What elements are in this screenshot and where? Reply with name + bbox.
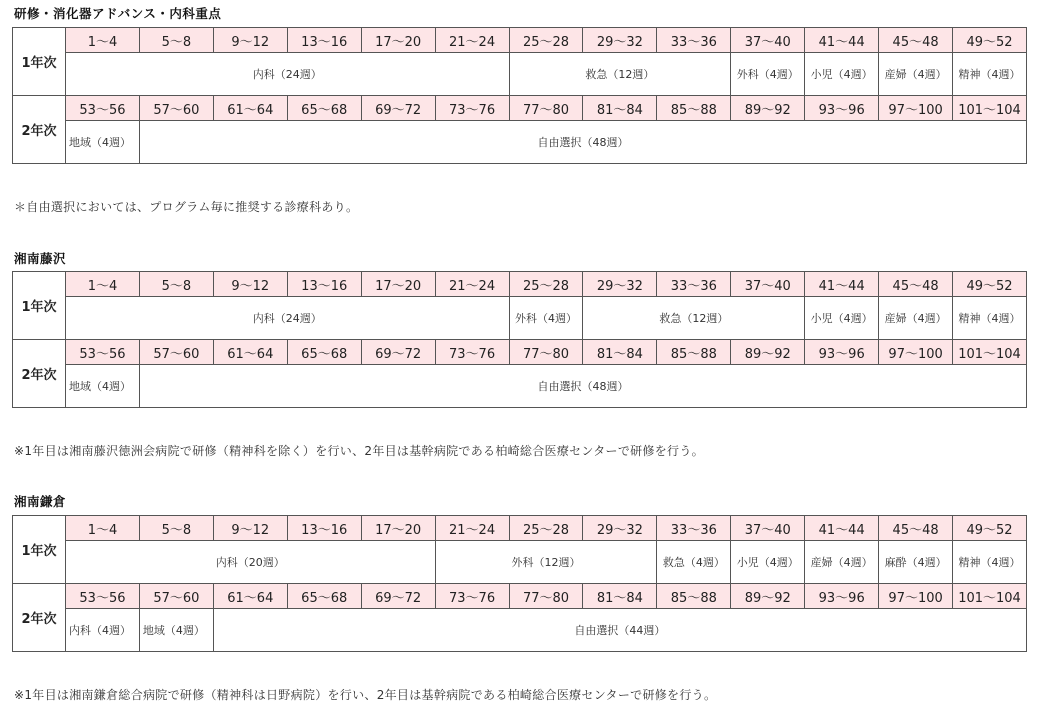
week-range-cell: 97～100	[879, 584, 953, 609]
week-row	[13, 584, 1027, 609]
year-label: 2年次	[13, 340, 66, 408]
department-cell: 産婦（4週）	[805, 541, 879, 584]
week-range-cell: 5～8	[139, 28, 213, 53]
week-range-cell: 65～68	[287, 96, 361, 121]
week-row	[13, 340, 1027, 365]
week-range-cell: 9～12	[213, 28, 287, 53]
section-title: 研修・消化器アドバンス・内科重点	[14, 6, 222, 21]
week-range-cell: 45～48	[879, 272, 953, 297]
week-range-cell: 85～88	[657, 340, 731, 365]
department-cell: 自由選択（44週）	[213, 609, 1026, 652]
week-range-cell: 37～40	[731, 516, 805, 541]
department-cell: 内科（24週）	[66, 297, 510, 340]
week-range-cell: 29～32	[583, 272, 657, 297]
department-cell: 小児（4週）	[805, 297, 879, 340]
week-range-cell: 77～80	[509, 584, 583, 609]
week-range-cell: 1～4	[66, 272, 140, 297]
week-range-cell: 101～104	[953, 584, 1027, 609]
week-range-cell: 9～12	[213, 272, 287, 297]
department-cell: 外科（4週）	[509, 297, 583, 340]
week-range-cell: 33～36	[657, 272, 731, 297]
department-cell: 産婦（4週）	[879, 297, 953, 340]
week-range-cell: 81～84	[583, 340, 657, 365]
week-range-cell: 93～96	[805, 584, 879, 609]
department-cell: 外科（12週）	[435, 541, 657, 584]
week-range-cell: 81～84	[583, 584, 657, 609]
week-range-cell: 1～4	[66, 516, 140, 541]
week-range-cell: 21～24	[435, 28, 509, 53]
department-cell: 精神（4週）	[953, 541, 1027, 584]
week-range-cell: 61～64	[213, 96, 287, 121]
week-range-cell: 33～36	[657, 28, 731, 53]
department-cell: 内科（20週）	[66, 541, 436, 584]
department-cell: 小児（4週）	[805, 53, 879, 96]
department-cell: 救急（12週）	[509, 53, 731, 96]
week-range-cell: 65～68	[287, 584, 361, 609]
section-title: 湘南藤沢	[14, 251, 67, 266]
department-cell: 精神（4週）	[953, 53, 1027, 96]
week-range-cell: 69～72	[361, 96, 435, 121]
department-cell: 救急（12週）	[583, 297, 805, 340]
week-range-cell: 61～64	[213, 584, 287, 609]
week-row	[13, 28, 1027, 53]
week-row	[13, 96, 1027, 121]
week-range-cell: 97～100	[879, 340, 953, 365]
week-range-cell: 65～68	[287, 340, 361, 365]
week-range-cell: 5～8	[139, 516, 213, 541]
department-row	[13, 121, 1027, 164]
section-note: ＊自由選択においては、プログラム毎に推奨する診療科あり。	[14, 200, 359, 214]
week-range-cell: 1～4	[66, 28, 140, 53]
week-range-cell: 69～72	[361, 584, 435, 609]
week-range-cell: 9～12	[213, 516, 287, 541]
rotation-table	[12, 515, 1027, 652]
week-range-cell: 25～28	[509, 28, 583, 53]
week-range-cell: 53～56	[66, 96, 140, 121]
week-range-cell: 81～84	[583, 96, 657, 121]
department-cell: 産婦（4週）	[879, 53, 953, 96]
year-label: 1年次	[13, 272, 66, 340]
week-range-cell: 101～104	[953, 96, 1027, 121]
week-range-cell: 25～28	[509, 516, 583, 541]
week-range-cell: 73～76	[435, 340, 509, 365]
department-cell: 地域（4週）	[139, 609, 213, 652]
week-range-cell: 33～36	[657, 516, 731, 541]
week-range-cell: 57～60	[139, 584, 213, 609]
department-cell: 内科（4週）	[66, 609, 140, 652]
week-range-cell: 77～80	[509, 96, 583, 121]
week-range-cell: 37～40	[731, 272, 805, 297]
department-cell: 救急（4週）	[657, 541, 731, 584]
week-range-cell: 49～52	[953, 272, 1027, 297]
week-range-cell: 41～44	[805, 516, 879, 541]
week-range-cell: 17～20	[361, 28, 435, 53]
week-row	[13, 272, 1027, 297]
year-label: 1年次	[13, 28, 66, 96]
year-label: 2年次	[13, 584, 66, 652]
week-range-cell: 93～96	[805, 96, 879, 121]
week-range-cell: 61～64	[213, 340, 287, 365]
year-label: 1年次	[13, 516, 66, 584]
section-note: ※1年目は湘南鎌倉総合病院で研修（精神科は日野病院）を行い、2年目は基幹病院である柏崎総合医療センターで研修を行う。	[14, 688, 717, 702]
week-range-cell: 41～44	[805, 28, 879, 53]
week-range-cell: 29～32	[583, 516, 657, 541]
week-range-cell: 17～20	[361, 272, 435, 297]
department-cell: 麻酔（4週）	[879, 541, 953, 584]
week-range-cell: 73～76	[435, 584, 509, 609]
week-range-cell: 41～44	[805, 272, 879, 297]
week-range-cell: 21～24	[435, 516, 509, 541]
department-row	[13, 53, 1027, 96]
week-range-cell: 45～48	[879, 28, 953, 53]
department-cell: 自由選択（48週）	[139, 365, 1026, 408]
week-range-cell: 45～48	[879, 516, 953, 541]
week-range-cell: 37～40	[731, 28, 805, 53]
rotation-table	[12, 271, 1027, 408]
department-row	[13, 365, 1027, 408]
department-cell: 精神（4週）	[953, 297, 1027, 340]
week-range-cell: 93～96	[805, 340, 879, 365]
department-row	[13, 609, 1027, 652]
week-range-cell: 17～20	[361, 516, 435, 541]
department-cell: 地域（4週）	[66, 121, 140, 164]
week-range-cell: 13～16	[287, 516, 361, 541]
week-range-cell: 89～92	[731, 340, 805, 365]
section-title: 湘南鎌倉	[14, 494, 67, 509]
week-range-cell: 53～56	[66, 584, 140, 609]
week-range-cell: 85～88	[657, 96, 731, 121]
department-cell: 地域（4週）	[66, 365, 140, 408]
department-cell: 内科（24週）	[66, 53, 510, 96]
department-row	[13, 297, 1027, 340]
week-range-cell: 25～28	[509, 272, 583, 297]
week-range-cell: 77～80	[509, 340, 583, 365]
week-range-cell: 89～92	[731, 96, 805, 121]
week-row	[13, 516, 1027, 541]
week-range-cell: 57～60	[139, 96, 213, 121]
week-range-cell: 49～52	[953, 28, 1027, 53]
year-label: 2年次	[13, 96, 66, 164]
rotation-table	[12, 27, 1027, 164]
week-range-cell: 101～104	[953, 340, 1027, 365]
week-range-cell: 5～8	[139, 272, 213, 297]
week-range-cell: 89～92	[731, 584, 805, 609]
week-range-cell: 53～56	[66, 340, 140, 365]
week-range-cell: 29～32	[583, 28, 657, 53]
week-range-cell: 21～24	[435, 272, 509, 297]
department-cell: 小児（4週）	[731, 541, 805, 584]
week-range-cell: 49～52	[953, 516, 1027, 541]
department-row	[13, 541, 1027, 584]
week-range-cell: 13～16	[287, 28, 361, 53]
week-range-cell: 97～100	[879, 96, 953, 121]
week-range-cell: 69～72	[361, 340, 435, 365]
week-range-cell: 57～60	[139, 340, 213, 365]
week-range-cell: 85～88	[657, 584, 731, 609]
week-range-cell: 73～76	[435, 96, 509, 121]
department-cell: 自由選択（48週）	[139, 121, 1026, 164]
department-cell: 外科（4週）	[731, 53, 805, 96]
section-note: ※1年目は湘南藤沢徳洲会病院で研修（精神科を除く）を行い、2年目は基幹病院である柏崎総合医療センターで研修を行う。	[14, 444, 704, 458]
week-range-cell: 13～16	[287, 272, 361, 297]
